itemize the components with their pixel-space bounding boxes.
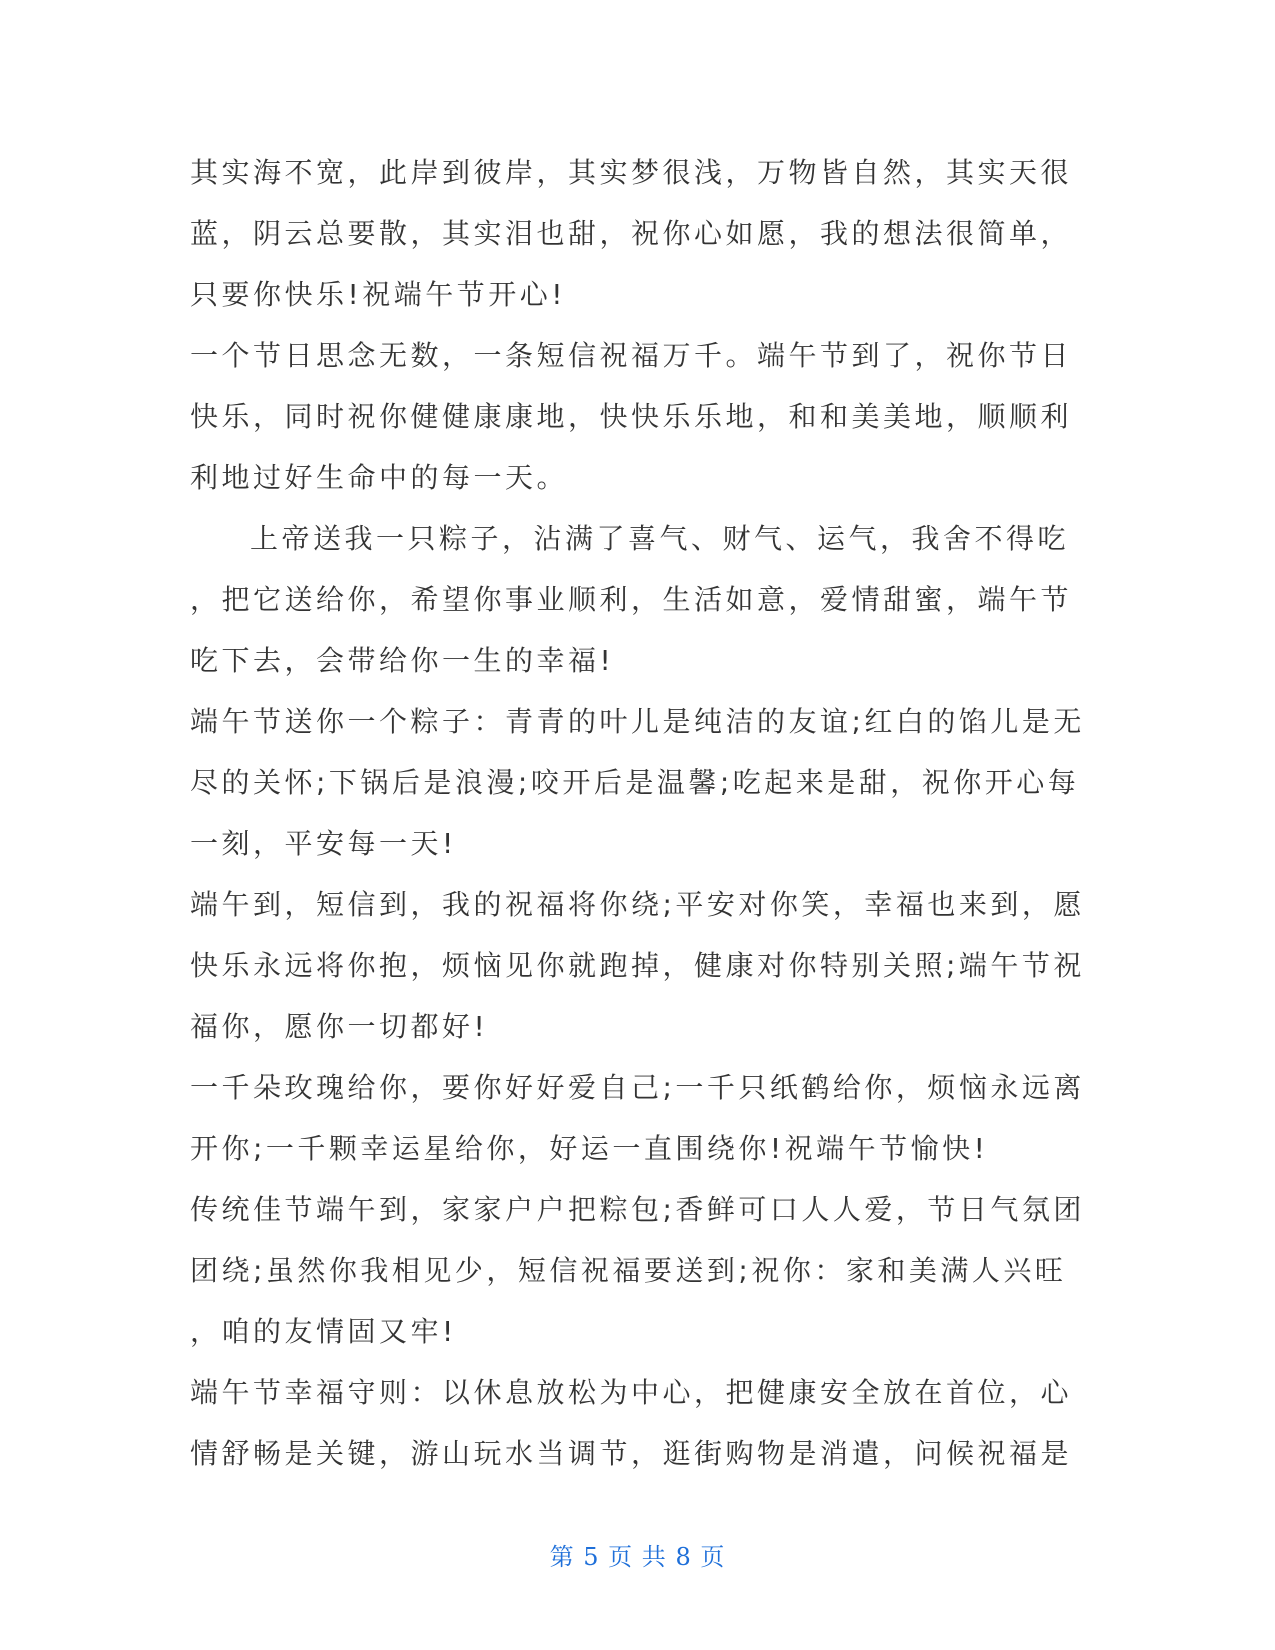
text-line: 端午节送你一个粽子：青青的叶儿是纯洁的友谊;红白的馅儿是无 — [190, 705, 1085, 738]
paragraph — [190, 1179, 1090, 1362]
paragraph — [190, 874, 1090, 1057]
text-line: 快乐永远将你抱，烦恼见你就跑掉，健康对你特别关照;端午节祝 — [190, 949, 1085, 982]
paragraph — [190, 325, 1090, 508]
text-line: 一千朵玫瑰给你，要你好好爱自己;一千只纸鹤给你，烦恼永远离 — [190, 1071, 1085, 1104]
text-line: 上帝送我一只粽子，沾满了喜气、财气、运气，我舍不得吃 — [250, 522, 1070, 555]
paragraph — [190, 1362, 1090, 1484]
text-line: 吃下去，会带给你一生的幸福! — [190, 644, 615, 677]
text-line: 端午到，短信到，我的祝福将你绕;平安对你笑，幸福也来到，愿 — [190, 888, 1085, 921]
text-line: 快乐，同时祝你健健康康地，快快乐乐地，和和美美地，顺顺利 — [190, 400, 1073, 433]
paragraph — [190, 142, 1090, 325]
text-line: ，咱的友情固又牢! — [190, 1315, 457, 1348]
text-line: 端午节幸福守则：以休息放松为中心，把健康安全放在首位，心 — [190, 1376, 1073, 1409]
document-body — [190, 142, 1090, 1484]
text-line: 开你;一千颗幸运星给你，好运一直围绕你!祝端午节愉快! — [190, 1132, 989, 1165]
text-line: 情舒畅是关键，游山玩水当调节，逛街购物是消遣，问候祝福是 — [190, 1437, 1073, 1470]
text-line: 只要你快乐!祝端午节开心! — [190, 278, 566, 311]
paragraph — [190, 508, 1090, 691]
text-line: 蓝，阴云总要散，其实泪也甜，祝你心如愿，我的想法很简单， — [190, 217, 1073, 250]
text-line: 其实海不宽，此岸到彼岸，其实梦很浅，万物皆自然，其实天很 — [190, 156, 1073, 189]
text-line: 团绕;虽然你我相见少，短信祝福要送到;祝你：家和美满人兴旺 — [190, 1254, 1067, 1287]
text-line: 福你，愿你一切都好! — [190, 1010, 489, 1043]
text-line: 传统佳节端午到，家家户户把粽包;香鲜可口人人爱，节日气氛团 — [190, 1193, 1085, 1226]
text-line: 一个节日思念无数，一条短信祝福万千。端午节到了，祝你节日 — [190, 339, 1073, 372]
text-line: ，把它送给你，希望你事业顺利，生活如意，爱情甜蜜，端午节 — [190, 583, 1073, 616]
page-number-footer: 第 5 页 共 8 页 — [549, 1543, 726, 1571]
text-line: 尽的关怀;下锅后是浪漫;咬开后是温馨;吃起来是甜，祝你开心每 — [190, 766, 1080, 799]
paragraph — [190, 691, 1090, 874]
text-line: 利地过好生命中的每一天。 — [190, 461, 569, 494]
text-line: 一刻，平安每一天! — [190, 827, 457, 860]
paragraph — [190, 1057, 1090, 1179]
